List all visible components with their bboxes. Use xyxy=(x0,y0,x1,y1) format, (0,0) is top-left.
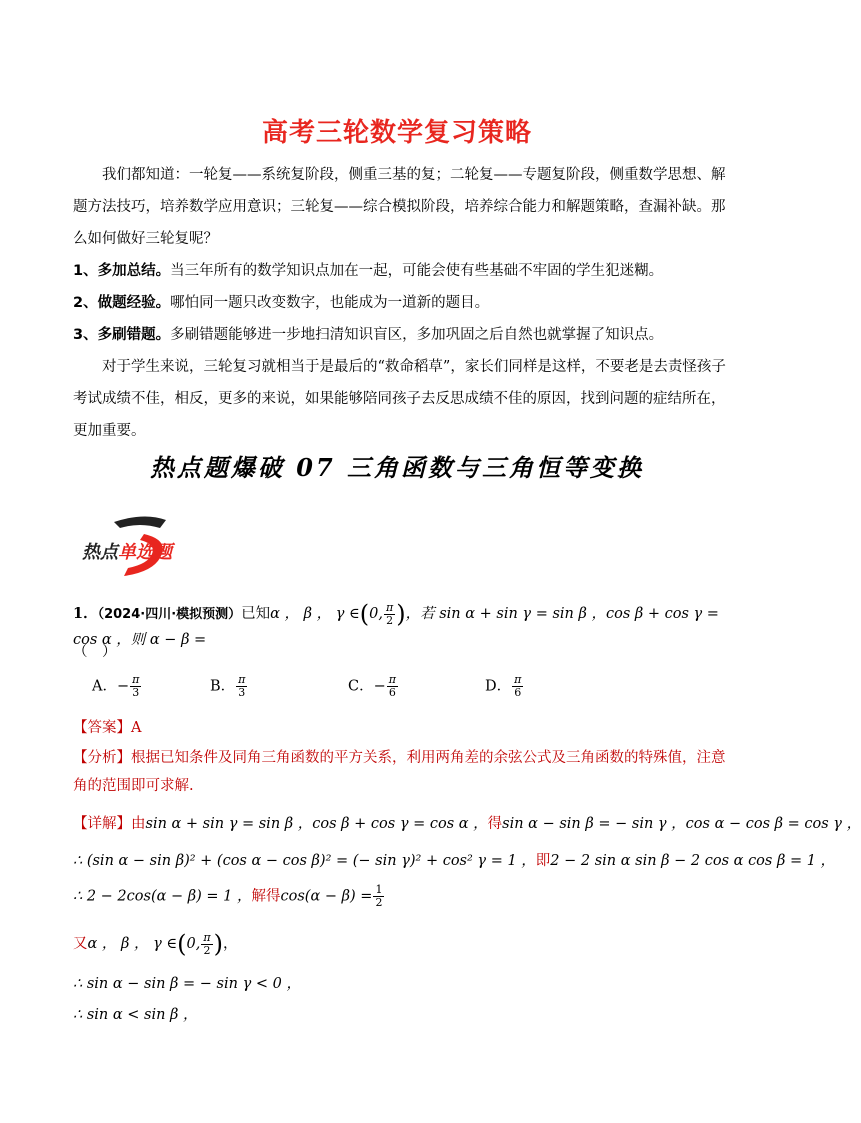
question-vars: α ， β ， γ ∈ xyxy=(270,606,360,622)
option-c[interactable]: C．− $\frac{\pi}{6}$ xyxy=(348,673,396,699)
intro-item-3-label: 3、多刷错题。 xyxy=(73,327,171,343)
detail-tag: 【详解】 xyxy=(73,816,131,832)
detail-line-4: 又α ， β ， γ ∈(0, $\frac{\pi}{2}$ )， xyxy=(73,930,238,958)
question-1-stem: 1．（2024·四川·模拟预测）已知α ， β ， γ ∈(0, $\frac{\pi}{2}$ )，若 sin α + sin γ = sin β ，cos β + cos γ = cos α ，则 α − β = xyxy=(73,600,719,648)
detail-line-5: ∴ sin α − sin β = − sin γ < 0 ， xyxy=(73,976,301,992)
detail-line-1: 【详解】由sin α + sin γ = sin β ，cos β + cos γ = cos α ，得sin α − sin β = − sin γ ，cos α − cos β = cos γ ， xyxy=(73,816,861,832)
intro-item-2-text: 哪怕同一题只改变数字，也能成为一道新的题目。 xyxy=(170,295,490,311)
question-source: （2024·四川·模拟预测） xyxy=(97,607,242,622)
intro-item-1 xyxy=(73,255,735,287)
question-interval-fraction: $\frac{\pi}{2}$ xyxy=(386,600,394,627)
intro-paragraph-1: 我们都知道：一轮复——系统复阶段，侧重三基的复；二轮复——专题复阶段，侧重数学思想、解题方法技巧，培养数学应用意识；三轮复——综合模拟阶段，培养综合能力和解题策略，查漏补缺。那么如何做好三轮复呢？ xyxy=(73,167,726,247)
question-condition-2: cos β + cos γ = cos α ，则 α − β = xyxy=(73,606,719,648)
badge-label-part1: 热点 xyxy=(82,542,118,563)
answer-value: A xyxy=(131,720,142,736)
detail-line-2: ∴ (sin α − sin β)² + (cos α − cos β)² = (− sin γ)² + cos² γ = 1 ，即2 − 2 sin α sin β − 2 cos α cos β = 1 ， xyxy=(73,853,836,869)
analysis-block xyxy=(73,744,738,800)
badge-label xyxy=(82,538,172,564)
question-number: 1． xyxy=(73,605,98,622)
question-blank: （ ） xyxy=(73,644,117,660)
question-interval: 0, xyxy=(369,606,383,622)
section-title: 热点题爆破 07 三角函数与三角恒等变换 xyxy=(149,453,645,482)
detail-line-3: ∴ 2 − 2cos(α − β) = 1 ，解得cos(α − β) = $\frac{1}{2}$ xyxy=(73,883,383,909)
option-d[interactable]: D． $\frac{\pi}{6}$ xyxy=(485,673,522,699)
analysis-tag: 【分析】 xyxy=(73,750,131,766)
intro-item-1-label: 1、多加总结。 xyxy=(73,263,171,279)
badge-label-part2: 单选题 xyxy=(118,542,172,563)
hot-topic-badge xyxy=(74,514,198,584)
intro-item-2 xyxy=(73,287,735,319)
detail-line-6: ∴ sin α < sin β ， xyxy=(73,1007,198,1023)
analysis-text: 根据已知条件及同角三角函数的平方关系，利用两角差的余弦公式及三角函数的特殊值，注意角的范围即可求解. xyxy=(73,750,726,794)
intro-item-3-text: 多刷错题能够进一步地扫清知识盲区，多加巩固之后自然也就掌握了知识点。 xyxy=(170,327,664,343)
intro-section xyxy=(73,159,735,447)
intro-paragraph-2: 对于学生来说，三轮复习就相当于是最后的“救命稻草”，家长们同样是这样，不要老是去责怪孩子考试成绩不佳，相反，更多的来说，如果能够陪同孩子去反思成绩不佳的原因，找到问题的症结所在，更加重要。 xyxy=(73,359,726,439)
question-text-a: 已知 xyxy=(241,606,271,622)
intro-item-2-label: 2、做题经验。 xyxy=(73,295,171,311)
option-a[interactable]: A．− $\frac{\pi}{3}$ xyxy=(92,673,140,699)
page-title: 高考三轮数学复习策略 xyxy=(261,118,532,148)
intro-item-1-text: 当三年所有的数学知识点加在一起，可能会使有些基础不牢固的学生犯迷糊。 xyxy=(170,263,664,279)
answer-line xyxy=(73,716,743,737)
question-condition-1: ，若 sin α + sin γ = sin β ， xyxy=(405,606,606,622)
answer-tag: 【答案】 xyxy=(73,720,131,736)
intro-item-3 xyxy=(73,319,735,351)
option-b[interactable]: B． $\frac{\pi}{3}$ xyxy=(210,673,246,699)
